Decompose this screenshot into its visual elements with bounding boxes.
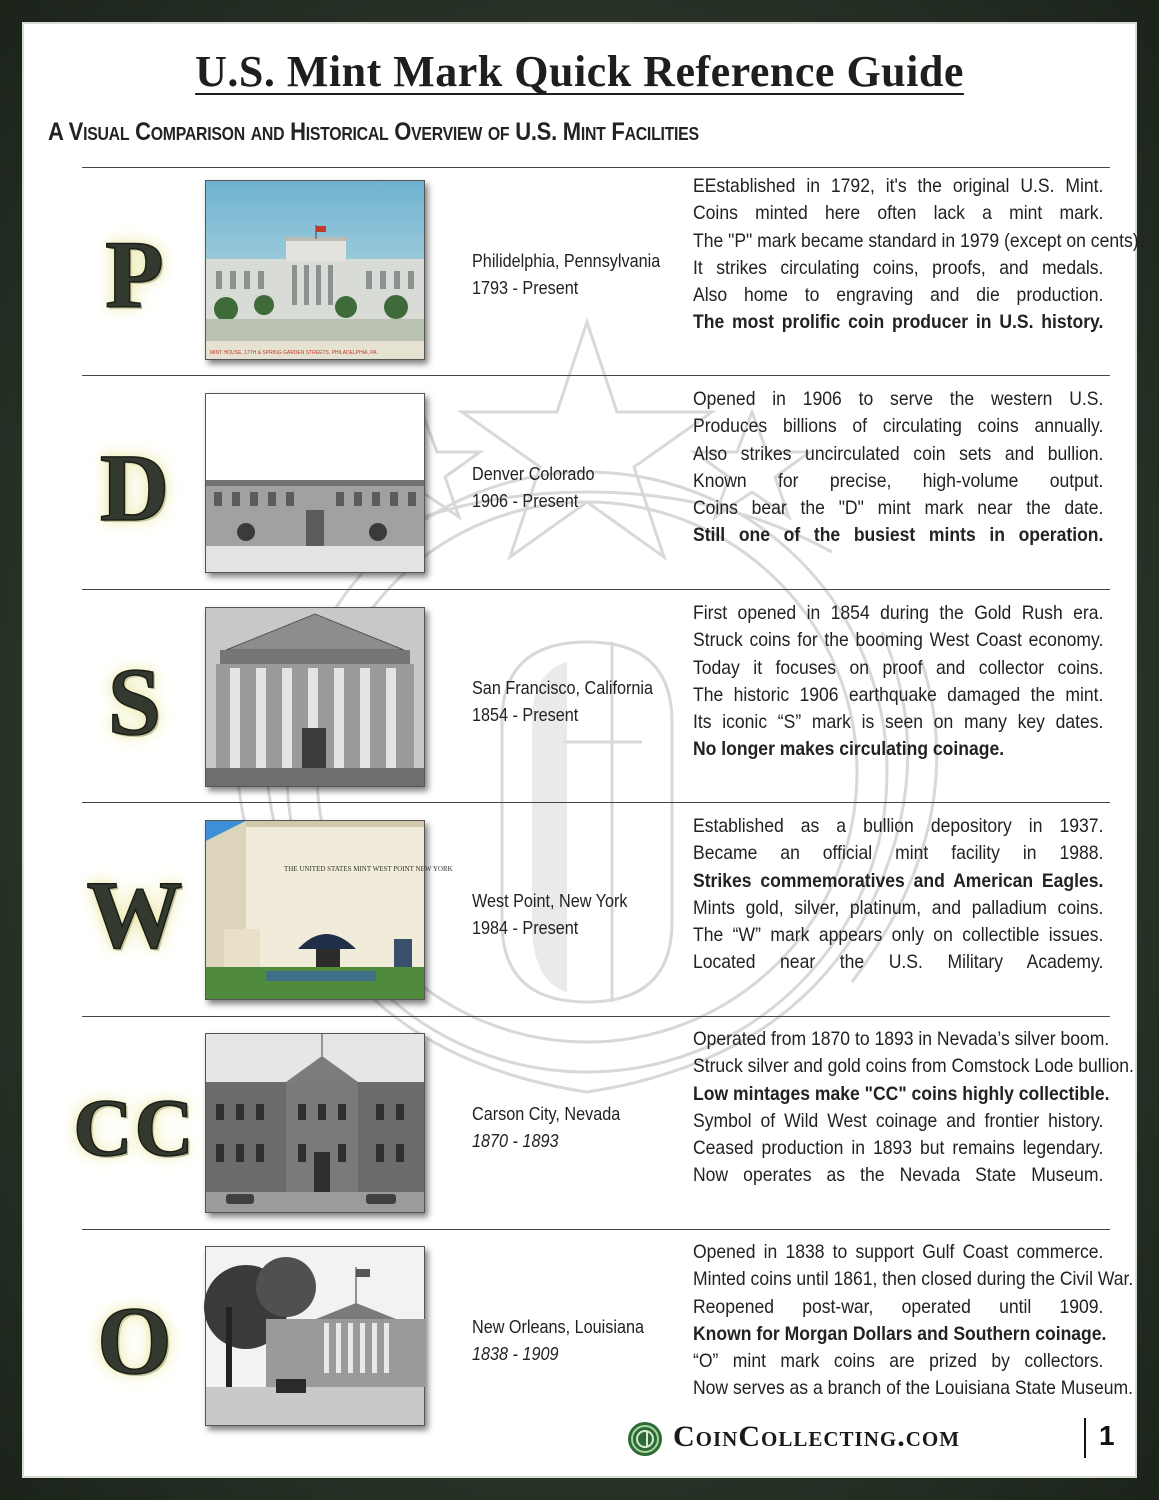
mint-location	[472, 168, 670, 381]
mint-description	[693, 386, 1103, 550]
desc-line: Reopened post-war, operated until 1909.	[693, 1295, 1104, 1318]
desc-line: Opened in 1906 to serve the western U.S.	[693, 388, 1104, 410]
location-name: Carson City, Nevada	[472, 1103, 621, 1124]
desc-line: Operated from 1870 to 1893 in Nevada’s silver boom.	[693, 1028, 1110, 1050]
desc-line: Coins bear the "D" mint mark near the date.	[693, 497, 1104, 520]
desc-line: Also strikes uncirculated coin sets and bullion.	[693, 442, 1104, 465]
desc-line: Located near the U.S. Military Academy.	[693, 951, 1104, 974]
mint-location	[472, 381, 670, 594]
desc-line: Ceased production in 1893 but remains legendary.	[693, 1137, 1104, 1160]
page-footer	[627, 1414, 1127, 1464]
desc-line: No longer makes circulating coinage.	[693, 738, 1005, 761]
desc-line: Strikes commemoratives and American Eagles.	[693, 869, 1104, 892]
mint-row-d	[22, 381, 1137, 594]
divider	[82, 375, 1110, 376]
page-number: 1	[1099, 1420, 1115, 1451]
mint-mark-letter: S	[107, 648, 162, 755]
desc-line: “O” mint mark coins are prized by collectors.	[693, 1350, 1104, 1373]
desc-line: Struck coins for the booming West Coast economy.	[693, 629, 1104, 652]
desc-line: Now serves as a branch of the Louisiana State Museum.	[693, 1377, 1133, 1400]
divider	[82, 589, 1110, 590]
mint-description	[693, 600, 1103, 764]
location-years: 1870 - 1893	[472, 1130, 559, 1151]
mint-mark-letter: D	[99, 434, 170, 541]
mint-mark-letter: P	[105, 221, 164, 328]
divider	[82, 802, 1110, 803]
mint-row-p	[22, 168, 1144, 381]
location-name: San Francisco, California	[472, 677, 653, 698]
location-years: 1854 - Present	[472, 704, 579, 725]
mint-description	[693, 173, 1144, 337]
location-name: Denver Colorado	[472, 463, 595, 484]
divider	[82, 1016, 1110, 1017]
desc-line: Now operates as the Nevada State Museum.	[693, 1164, 1104, 1187]
location-name: Philidelphia, Pennsylvania	[472, 250, 661, 271]
mint-photo-philadelphia	[205, 180, 425, 360]
mint-mark-letter: W	[86, 861, 183, 968]
desc-line: Mints gold, silver, platinum, and palladium coins.	[693, 896, 1104, 919]
mint-location	[472, 595, 670, 808]
divider	[82, 1229, 1110, 1230]
desc-line: Known for Morgan Dollars and Southern coinage.	[693, 1322, 1107, 1345]
mint-description	[693, 1239, 1134, 1403]
desc-line: Also home to engraving and die production.	[693, 284, 1104, 307]
page-title: U.S. Mint Mark Quick Reference Guide	[195, 47, 964, 96]
page-subtitle: A Visual Comparison and Historical Overview of U.S. Mint Facilities	[48, 118, 699, 146]
mint-photo-new-orleans	[205, 1246, 425, 1426]
mint-location	[472, 808, 670, 1021]
footer-separator	[1084, 1418, 1086, 1458]
location-years: 1984 - Present	[472, 917, 579, 938]
mint-location	[472, 1021, 670, 1234]
desc-line: The "P" mark became standard in 1979 (except on cents).	[693, 229, 1144, 252]
desc-line: Today it focuses on proof and collector coins.	[693, 656, 1104, 679]
desc-line: The “W” mark appears only on collectible issues.	[693, 924, 1104, 947]
mint-description	[693, 813, 1103, 977]
desc-line: Still one of the busiest mints in operation.	[693, 524, 1104, 547]
mint-row-w	[22, 808, 1137, 1021]
mint-row-cc	[22, 1021, 1137, 1234]
desc-line: EEstablished in 1792, it's the original U.S. Mint.	[693, 175, 1104, 197]
desc-line: Became an official mint facility in 1988.	[693, 842, 1104, 865]
document-page	[22, 22, 1144, 1478]
desc-line: It strikes circulating coins, proofs, and medals.	[693, 256, 1104, 279]
photo-sign: THE UNITED STATES MINT WEST POINT NEW YORK	[284, 865, 453, 873]
desc-line: First opened in 1854 during the Gold Rush era.	[693, 602, 1104, 624]
mint-photo-san-francisco	[205, 607, 425, 787]
photo-caption: MINT HOUSE, 17TH & SPRING GARDEN STREETS, PHILADELPHIA, PA.	[210, 350, 378, 356]
mint-photo-west-point	[205, 820, 453, 1000]
mint-mark-letter: CC	[73, 1081, 196, 1173]
desc-line: Low mintages make "CC" coins highly collectible.	[693, 1082, 1110, 1105]
desc-line: Coins minted here often lack a mint mark.	[693, 202, 1104, 225]
location-name: West Point, New York	[472, 890, 628, 911]
mint-description	[693, 1026, 1134, 1190]
location-years: 1793 - Present	[472, 277, 579, 298]
desc-line: The most prolific coin producer in U.S. history.	[693, 311, 1104, 334]
mint-mark-letter: O	[97, 1287, 172, 1394]
desc-line: The historic 1906 earthquake damaged the mint.	[693, 683, 1104, 706]
desc-line: Its iconic “S” mark is seen on many key dates.	[693, 711, 1104, 734]
desc-line: Known for precise, high-volume output.	[693, 469, 1104, 492]
desc-line: Minted coins until 1861, then closed during the Civil War.	[693, 1268, 1134, 1291]
mint-photo-carson-city	[205, 1033, 425, 1213]
brand-logo[interactable]: CoinCollecting.com	[673, 1420, 961, 1453]
location-years: 1906 - Present	[472, 490, 579, 511]
location-name: New Orleans, Louisiana	[472, 1316, 644, 1337]
desc-line: Produces billions of circulating coins annually.	[693, 415, 1104, 438]
coin-logo-icon	[627, 1421, 663, 1457]
desc-line: Opened in 1838 to support Gulf Coast commerce.	[693, 1241, 1104, 1263]
location-years: 1838 - 1909	[472, 1343, 559, 1364]
desc-line: Established as a bullion depository in 1937.	[693, 815, 1104, 837]
desc-line: Struck silver and gold coins from Comstock Lode bullion.	[693, 1055, 1134, 1078]
desc-line: Symbol of Wild West coinage and frontier history.	[693, 1109, 1104, 1132]
mint-photo-denver	[205, 393, 425, 573]
mint-row-s	[22, 595, 1137, 808]
